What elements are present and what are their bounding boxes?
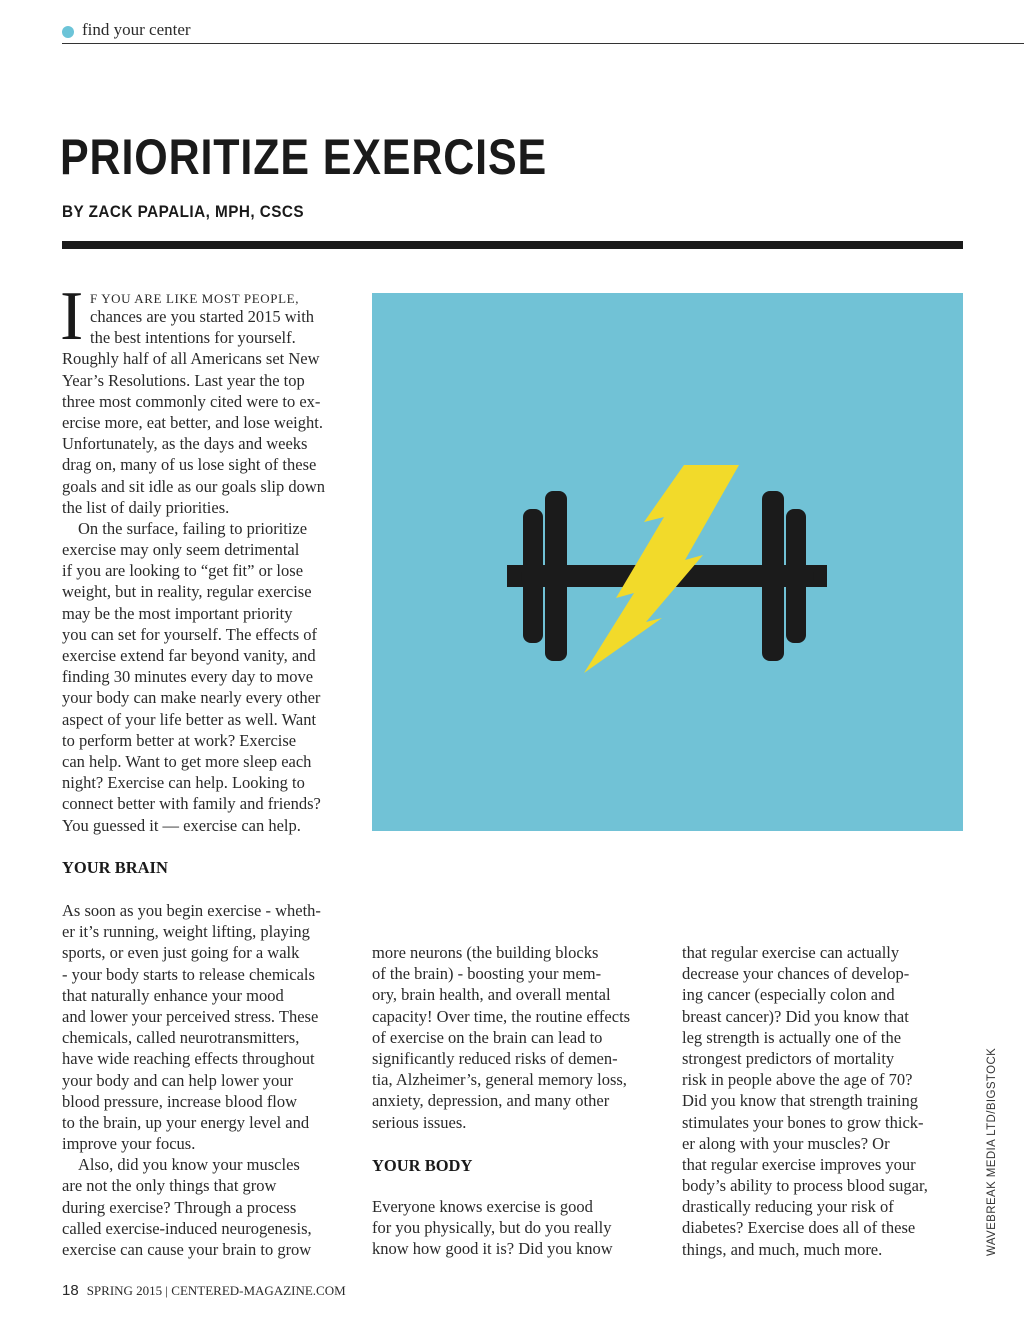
- text-line: risk in people above the age of 70?: [682, 1070, 913, 1090]
- text-line: the best intentions for yourself.: [90, 328, 296, 348]
- text-line: you can set for yourself. The effects of: [62, 624, 318, 644]
- text-line: more neurons (the building blocks: [372, 943, 599, 962]
- page-number: 18: [62, 1282, 79, 1299]
- column-1-top: [62, 306, 352, 836]
- illustration-panel: [372, 293, 963, 831]
- text-line: goals and sit idle as our goals slip down: [62, 476, 326, 496]
- issue-info: SPRING 2015 | CENTERED-MAGAZINE.COM: [86, 1283, 346, 1298]
- subhead-your-body: YOUR BODY: [372, 1156, 473, 1175]
- opening-smallcaps: F YOU ARE LIKE MOST PEOPLE,: [90, 291, 300, 306]
- text-line: significantly reduced risks of demen-: [372, 1048, 618, 1068]
- text-line: diabetes? Exercise does all of these: [682, 1218, 916, 1238]
- text-line: Did you know that strength training: [682, 1091, 919, 1111]
- text-line: chemicals, called neurotransmitters,: [62, 1028, 300, 1048]
- text-line: exercise may only seem detrimental: [62, 540, 300, 560]
- column-2-bottom: [372, 1196, 662, 1260]
- text-line: tia, Alzheimer’s, general memory loss,: [372, 1070, 627, 1090]
- dumbbell-plate-right-inner: [762, 491, 784, 661]
- text-line: your body can make nearly every other: [62, 688, 321, 708]
- text-line: capacity! Over time, the routine effects: [372, 1006, 631, 1026]
- text-line: that naturally enhance your mood: [62, 985, 284, 1005]
- dumbbell-plate-right-outer: [786, 509, 806, 643]
- page-footer: [62, 1282, 346, 1299]
- header-rule: [62, 43, 1024, 44]
- text-line: that regular exercise can actually: [682, 943, 900, 962]
- text-line: have wide reaching effects throughout: [62, 1049, 315, 1069]
- text-line: during exercise? Through a process: [62, 1197, 297, 1217]
- text-line: drag on, many of us lose sight of these: [62, 455, 317, 475]
- text-line: that regular exercise improves your: [682, 1154, 916, 1174]
- text-line: Also, did you know your muscles: [78, 1155, 300, 1175]
- text-line: decrease your chances of develop-: [682, 964, 910, 984]
- photo-credit: WAVEBREAK MEDIA LTD/BIGSTOCK: [986, 1047, 998, 1256]
- text-line: weight, but in reality, regular exercise: [62, 582, 312, 602]
- text-line: of exercise on the brain can lead to: [372, 1027, 603, 1047]
- text-line: blood pressure, increase blood flow: [62, 1091, 298, 1111]
- subhead-your-brain: YOUR BRAIN: [62, 858, 168, 877]
- text-line: Unfortunately, as the days and weeks: [62, 434, 308, 454]
- text-line: Year’s Resolutions. Last year the top: [62, 370, 305, 390]
- text-line: can help. Want to get more sleep each: [62, 751, 312, 771]
- dumbbell-end-right: [813, 565, 827, 587]
- text-line: leg strength is actually one of the: [682, 1027, 902, 1047]
- text-line: er along with your muscles? Or: [682, 1133, 890, 1153]
- text-line: of the brain) - boosting your mem-: [372, 964, 602, 984]
- text-line: breast cancer)? Did you know that: [682, 1006, 909, 1026]
- title-divider: [62, 241, 963, 249]
- text-line: and lower your perceived stress. These: [62, 1006, 319, 1026]
- text-line: - your body starts to release chemicals: [62, 964, 315, 984]
- dumbbell-lightning-illustration: [372, 293, 963, 831]
- section-marker-dot: [62, 26, 74, 38]
- text-line: ing cancer (especially colon and: [682, 985, 895, 1005]
- section-label: find your center: [82, 20, 191, 39]
- text-line: stimulates your bones to grow thick-: [682, 1112, 924, 1132]
- text-line: Roughly half of all Americans set New: [62, 349, 320, 369]
- drop-cap: I: [60, 278, 84, 355]
- text-line: On the surface, failing to prioritize: [78, 518, 308, 538]
- text-line: your body and can help lower your: [62, 1070, 293, 1090]
- text-line: things, and much, much more.: [682, 1239, 883, 1259]
- column-3: [682, 942, 972, 1260]
- text-line: may be the most important priority: [62, 603, 293, 623]
- text-line: ercise more, eat better, and lose weight.: [62, 412, 323, 432]
- text-line: called exercise-induced neurogenesis,: [62, 1218, 312, 1238]
- article-byline: BY ZACK PAPALIA, MPH, CSCS: [62, 202, 305, 221]
- text-line: for you physically, but do you really: [372, 1218, 612, 1238]
- text-line: anxiety, depression, and many other: [372, 1091, 610, 1111]
- dumbbell-plate-left-outer: [523, 509, 543, 643]
- text-line: improve your focus.: [62, 1134, 196, 1154]
- text-line: sports, or even just going for a walk: [62, 943, 300, 963]
- text-line: know how good it is? Did you know: [372, 1239, 613, 1259]
- text-line: the list of daily priorities.: [62, 497, 230, 517]
- text-line: to perform better at work? Exercise: [62, 730, 297, 750]
- text-line: if you are looking to “get fit” or lose: [62, 561, 304, 581]
- text-line: strongest predictors of mortality: [682, 1048, 895, 1068]
- dumbbell-end-left: [508, 565, 522, 587]
- text-line: finding 30 minutes every day to move: [62, 667, 314, 687]
- text-line: are not the only things that grow: [62, 1176, 277, 1196]
- column-1-bottom: [62, 900, 352, 1260]
- text-line: serious issues.: [372, 1112, 467, 1132]
- text-line: aspect of your life better as well. Want: [62, 709, 317, 729]
- text-line: er it’s running, weight lifting, playing: [62, 922, 310, 942]
- text-line: three most commonly cited were to ex-: [62, 391, 321, 411]
- text-line: As soon as you begin exercise - wheth-: [62, 901, 321, 920]
- column-2-top: [372, 942, 662, 1133]
- text-line: to the brain, up your energy level and: [62, 1112, 310, 1132]
- text-line: drastically reducing your risk of: [682, 1197, 894, 1217]
- text-line: body’s ability to process blood sugar,: [682, 1176, 928, 1196]
- text-line: exercise extend far beyond vanity, and: [62, 646, 316, 665]
- text-line: ory, brain health, and overall mental: [372, 985, 611, 1005]
- text-line: exercise can cause your brain to grow: [62, 1240, 312, 1259]
- dumbbell-plate-left-inner: [545, 491, 567, 661]
- text-line: chances are you started 2015 with: [90, 307, 315, 326]
- text-line: You guessed it — exercise can help.: [62, 815, 301, 835]
- text-line: Everyone knows exercise is good: [372, 1197, 593, 1216]
- text-line: connect better with family and friends?: [62, 794, 321, 814]
- article-title: PRIORITIZE EXERCISE: [60, 129, 548, 185]
- text-line: night? Exercise can help. Looking to: [62, 773, 305, 793]
